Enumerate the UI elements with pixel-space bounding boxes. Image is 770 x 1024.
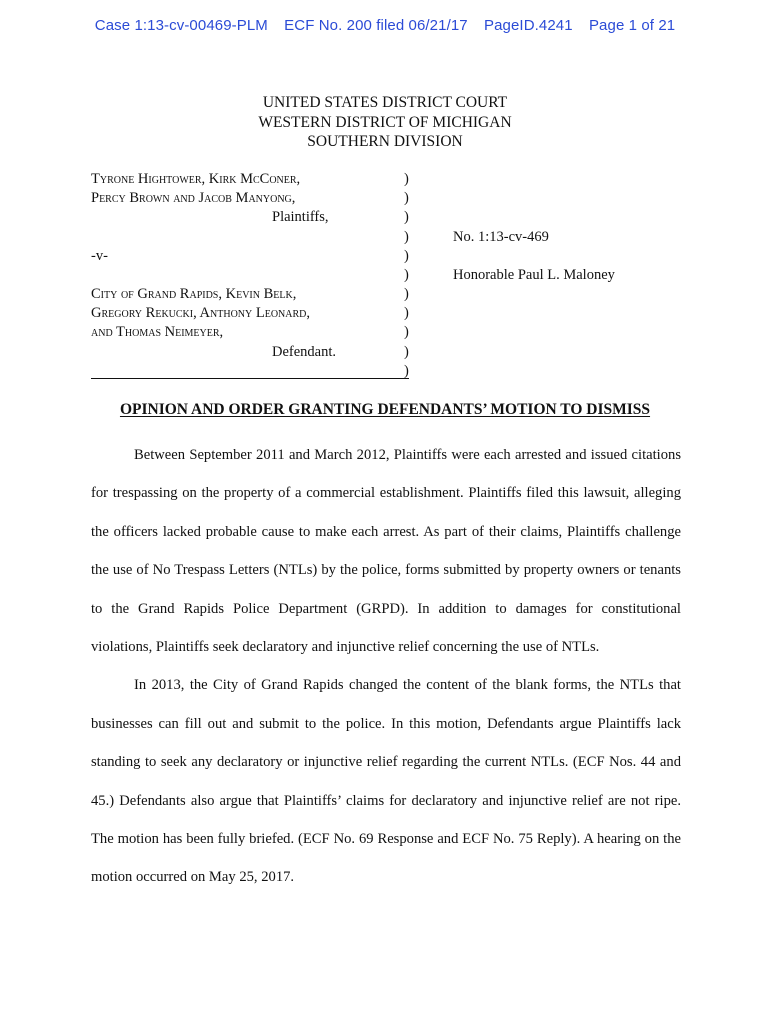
defendants-names-line2: Gregory Rekucki, Anthony Leonard, (91, 305, 311, 321)
caption-paren: ) (404, 305, 409, 321)
caption-paren: ) (404, 363, 409, 379)
stamp-ecf-filed: ECF No. 200 filed 06/21/17 (284, 17, 468, 34)
plaintiffs-names-line1: Tyrone Hightower, Kirk McConer, (91, 171, 301, 187)
stamp-pageid: PageID.4241 (484, 17, 573, 34)
paragraph-2: In 2013, the City of Grand Rapids changed the content of the blank forms, the NTLs that businesses can fill out and submit to the police. In this motion, Defendants argue Plaintiffs lack standing to seek any declaratory or injunctive relief regarding the current NTLs. (ECF Nos. 44 and 45.) Defendants also argue that Plaintiffs’ claims for declaratory and injunctive relief are not ripe. The motion has been fully briefed. (ECF No. 69 Response and ECF No. 75 Reply). A hearing on the motion occurred on May 25, 2017. (91, 677, 681, 886)
case-number: No. 1:13-cv-469 (453, 229, 549, 245)
court-division: SOUTHERN DIVISION (307, 133, 463, 150)
caption-paren: ) (404, 171, 409, 187)
filing-stamp-header (0, 17, 770, 34)
stamp-page-count: Page 1 of 21 (588, 17, 676, 34)
opinion-body (91, 436, 681, 897)
versus-label: -v- (91, 248, 108, 264)
caption-paren: ) (404, 344, 409, 360)
stamp-case-number: Case 1:13-cv-00469-PLM (94, 17, 268, 34)
defendants-names-line1: City of Grand Rapids, Kevin Belk, (91, 286, 297, 302)
defendants-names-line3: and Thomas Neimeyer, (91, 324, 224, 340)
document-title: OPINION AND ORDER GRANTING DEFENDANTS’ MOTION TO DISMISS (119, 401, 651, 418)
court-heading (0, 93, 770, 152)
caption-paren: ) (404, 286, 409, 302)
caption-paren: ) (404, 248, 409, 264)
caption-paren: ) (404, 209, 409, 225)
court-name: UNITED STATES DISTRICT COURT (262, 94, 508, 111)
plaintiffs-label: Plaintiffs, (272, 209, 329, 225)
plaintiffs-names-line2: Percy Brown and Jacob Manyong, (91, 190, 296, 206)
caption-paren: ) (404, 190, 409, 206)
judge-name: Honorable Paul L. Maloney (453, 267, 615, 283)
defendant-label: Defendant. (272, 344, 337, 360)
paragraph-1: Between September 2011 and March 2012, Plaintiffs were each arrested and issued citations for trespassing on the property of a commercial establishment. Plaintiffs filed this lawsuit, alleging the officers lacked probable cause to make each arrest. As part of their claims, Plaintiffs challenge the use of No Trespass Letters (NTLs) by the police, forms submitted by property owners or tenants to the Grand Rapids Police Department (GRPD). In addition to damages for constitutional violations, Plaintiffs seek declaratory and injunctive relief concerning the use of NTLs. (91, 447, 681, 656)
caption-paren: ) (404, 267, 409, 283)
caption-paren: ) (404, 229, 409, 245)
caption-underline (91, 378, 409, 379)
court-district: WESTERN DISTRICT OF MICHIGAN (258, 113, 512, 131)
caption-paren: ) (404, 324, 409, 340)
